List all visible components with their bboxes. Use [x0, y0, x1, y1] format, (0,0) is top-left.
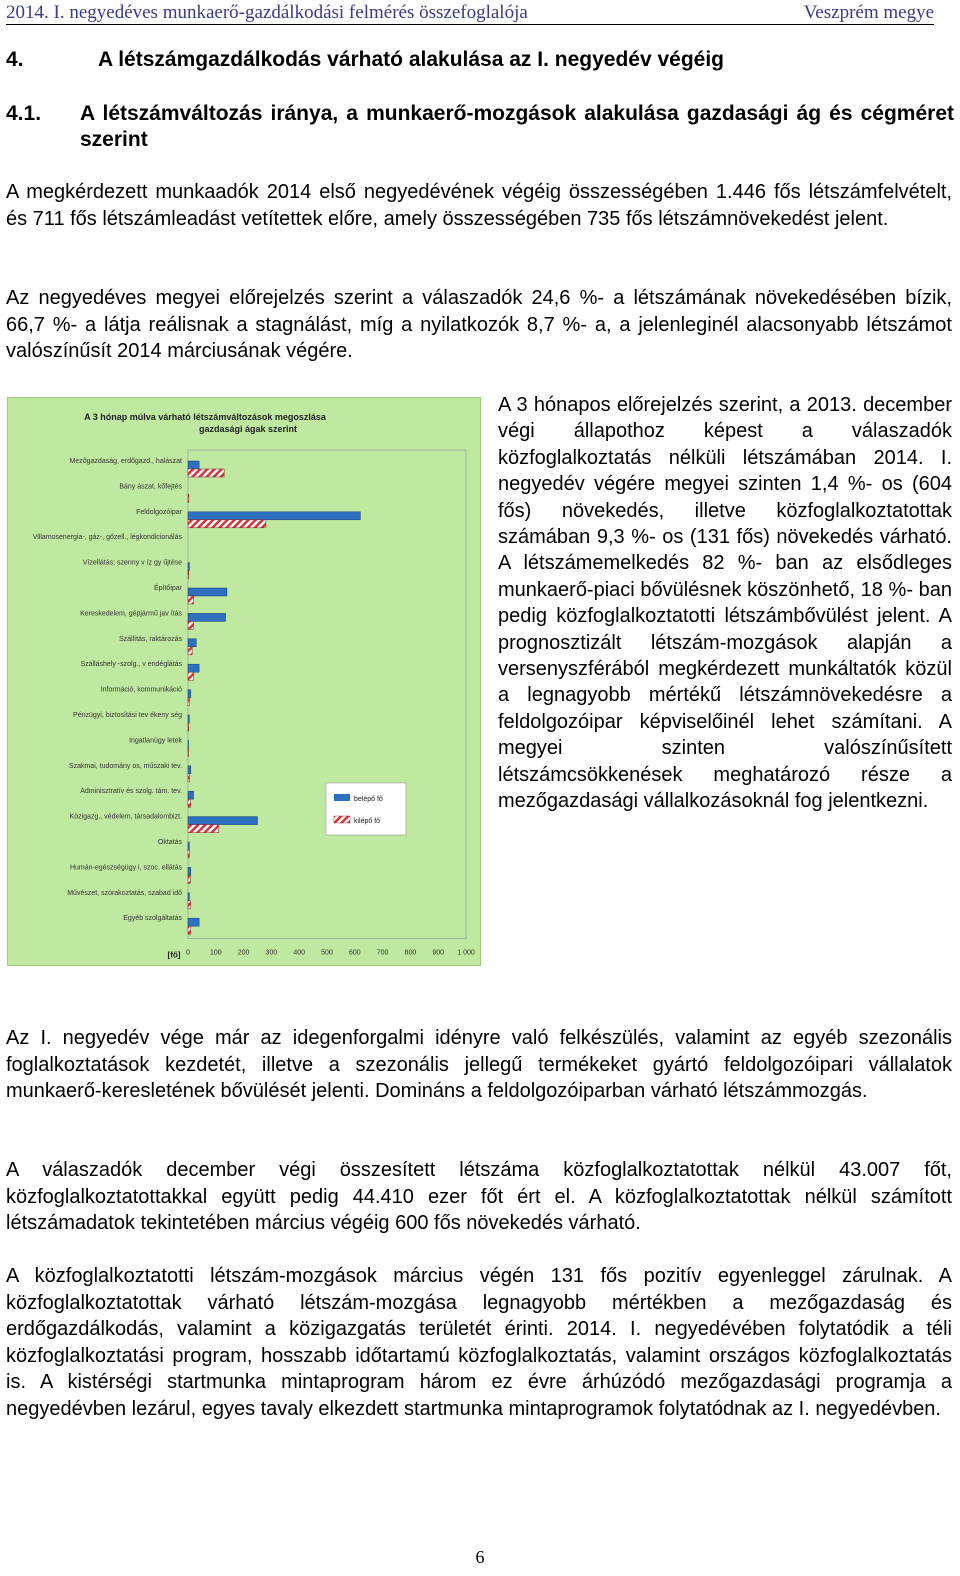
bar-belepo: [188, 588, 227, 596]
chart-canvas: [8, 398, 480, 965]
x-tick-label: 900: [432, 949, 445, 957]
subsection-title: A létszámváltozás iránya, a munkaerő-mozgások alakulása gazdasági ág és cégméret szerint: [80, 102, 954, 151]
category-label: Szállítás, raktározás: [118, 635, 182, 643]
paragraph-4: A válaszadók december végi összesített létszáma közfoglalkoztatottak nélkül 43.007 főt, közfoglalkoztatottakkal együtt pedig 44.410 ezer főt ért el. A közfoglalkoztatottak nélkül számított létszámadatok tekintetében március végéig 600 fős növekedés várható.: [6, 1159, 952, 1234]
bar-kilepo: [188, 596, 194, 604]
legend-swatch-kilepo: [334, 816, 350, 823]
category-label: Humán-egészségügy i, szoc. ellátás: [69, 864, 182, 872]
subsection-number: 4.1.: [6, 102, 42, 125]
category-label: Információ, kommunikáció: [100, 686, 182, 694]
category-label: Adminisztratív és szolg. tám. tev.: [80, 788, 182, 796]
paragraph-1: A megkérdezett munkaadók 2014 első negyedévének végéig összességében 1.446 fős létszámfelvételt, és 711 fős létszámleadást vetítettek előre, amely összességében 735 fős létszámnövekedést jelent.: [6, 181, 952, 230]
category-label: Kereskedelem, gépjármű jav ítás: [80, 610, 182, 618]
x-tick-label: 300: [265, 949, 278, 957]
bar-kilepo: [188, 672, 194, 680]
x-tick-label: 200: [237, 949, 250, 957]
section-heading: [6, 48, 724, 72]
bar-belepo: [188, 867, 191, 875]
bar-kilepo: [188, 825, 219, 833]
bar-belepo: [188, 817, 258, 825]
header-title: 2014. I. negyedéves munkaerő-gazdálkodási felmérés összefoglalója: [6, 2, 528, 23]
bar-belepo: [188, 461, 199, 469]
bar-belepo: [188, 690, 191, 698]
category-label: Pénzügyi, biztosítási tev ékeny ség: [73, 712, 182, 719]
bar-belepo: [188, 613, 226, 621]
header-region: Veszprém megye: [803, 2, 934, 23]
bar-belepo: [188, 791, 194, 799]
category-label: Feldolgozóipar: [136, 508, 182, 516]
category-label: Ingatlanügy letek: [129, 737, 182, 745]
section-number: 4.: [6, 48, 24, 71]
category-label: Művészet, szórakoztatás, szabad idő: [67, 889, 182, 897]
bar-kilepo: [188, 520, 266, 528]
bar-kilepo: [188, 494, 189, 502]
page-header: [6, 0, 934, 25]
bar-belepo: [188, 639, 196, 647]
bar-kilepo: [188, 850, 189, 858]
bar-belepo: [188, 512, 360, 520]
legend-label-kilepo: kilépő fő: [354, 818, 381, 825]
x-tick-label: 800: [404, 949, 417, 957]
category-label: Vízellátás; szenny v íz gy űjtése: [82, 559, 182, 567]
chart-title-line2: gazdasági ágak szerint: [198, 424, 298, 434]
paragraph-2: Az negyedéves megyei előrejelzés szerint a válaszadók 24,6 %- a létszámának növekedésében bízik, 66,7 %- a látja reálisnak a stagnálást, míg a nyilatkozók 8,7 %- a, a jelenleginél alacsonyabb létszámot valószínűsít 2014 márciusának végére.: [6, 287, 952, 362]
x-tick-label: 1 000: [457, 949, 475, 957]
bar-belepo: [188, 563, 189, 571]
category-label: Szálláshely -szolg., v endéglátás: [80, 661, 182, 669]
x-tick-label: 500: [321, 949, 333, 957]
bar-belepo: [188, 893, 189, 901]
bar-kilepo: [188, 469, 224, 477]
bar-belepo: [188, 664, 199, 672]
legend-swatch-belepo: [334, 794, 350, 801]
category-label: Oktatás: [157, 839, 182, 846]
sector-chart: [7, 397, 481, 966]
x-tick-label: 0: [186, 949, 190, 957]
section-title: A létszámgazdálkodás várható alakulása az I. negyedév végéig: [98, 48, 724, 71]
category-label: Bány ászat, kőfejtés: [119, 483, 182, 491]
x-tick-label: 100: [209, 949, 222, 957]
x-tick-label: 600: [348, 949, 361, 957]
bar-kilepo: [188, 571, 189, 579]
category-label: Villamosenergia-, gáz-, gőzell., légkondicionálás: [32, 534, 182, 542]
bar-kilepo: [188, 901, 191, 909]
paragraph-5: A közfoglalkoztatotti létszám-mozgások március végén 131 fős pozitív egyenleggel zárulnak. A közfoglalkoztatottak várható létszám-mozgása legnagyobb mértékben a mezőgazdaság és erdőgazdálkodás, valamint a közigazgatás területét érinti. 2014. I. negyedévében folytatódik a téli közfoglalkoztatási program, hosszabb időtartamú közfoglalkoztatás, valamint országos közfoglalkoztatás is. A kistérségi startmunka mintaprogram három ez évre árhúzódó mezőgazdasági programja a negyedévben lezárul, egyes tavaly elkezdett startmunka mintaprogramok folytatódnak az I. negyedévben.: [6, 1265, 952, 1420]
bar-kilepo: [188, 875, 190, 883]
category-label: Építőipar: [153, 585, 182, 592]
category-label: Egyéb szolgáltatás: [123, 915, 182, 923]
bar-kilepo: [188, 774, 189, 782]
bar-kilepo: [188, 698, 189, 706]
bar-kilepo: [188, 748, 189, 756]
category-label: Közigazg., védelem, társadalombizt.: [69, 813, 182, 821]
bar-belepo: [188, 740, 189, 748]
bar-kilepo: [188, 799, 191, 807]
bar-belepo: [188, 766, 191, 774]
bar-belepo: [188, 918, 199, 926]
x-tick-label: 700: [376, 949, 389, 957]
bar-belepo: [188, 715, 189, 723]
chart-title: A 3 hónap múlva várható létszámváltozások megoszlása: [84, 412, 326, 422]
category-label: Mezőgazdaság, erdőgazd., halászat: [69, 458, 182, 465]
x-axis-label: [fő]: [167, 950, 181, 960]
paragraph-side: A 3 hónapos előrejelzés szerint, a 2013. december végi állapothoz képest a válaszadók közfoglalkoztatás nélküli létszámában 2014. I. negyedév végére megyei szinten 1,4 %- os (604 fős) növekedés, illetve közfoglalkoztatottak számában 9,3 %- os (131 fős) növekedés várható. A létszámemelkedés 82 %- ban az elsődleges munkaerő-piaci bővülésnek köszönhető, 18 %- ban pedig közfoglalkoztatotti létszámbővülést jelent. A prognosztizált létszám-mozgások alapján a versenyszférából megkérdezett munkáltatók közül a legnagyobb mértékű létszámnövekedésre a feldolgozóipar képviselőinél lehet számítani. A megyei szinten valószínűsített létszámcsökkenések meghatározó része a mezőgazdasági vállalkozásoknál fog jelentkezni.: [498, 394, 952, 813]
bar-kilepo: [188, 926, 191, 934]
page-number: 6: [475, 1547, 485, 1567]
subsection-heading: [6, 101, 954, 153]
bar-kilepo: [188, 723, 189, 731]
x-tick-label: 400: [293, 949, 306, 957]
paragraph-3: Az I. negyedév vége már az idegenforgalmi idényre való felkészülés, valamint az egyéb szezonális foglalkoztatások kezdetét, illetve a szezonális jellegű termékeket gyártó feldolgozóipari vállalatok munkaerő-keresletének bővülését jelenti. Domináns a feldolgozóiparban várható létszámmozgás.: [6, 1027, 952, 1102]
bar-kilepo: [188, 621, 194, 629]
legend-label-belepo: belépő fő: [354, 796, 383, 803]
bar-kilepo: [188, 647, 192, 655]
category-label: Szakmai, tudomány os, műszaki tev.: [68, 762, 182, 770]
bar-belepo: [188, 842, 189, 850]
legend-box: [326, 783, 406, 835]
